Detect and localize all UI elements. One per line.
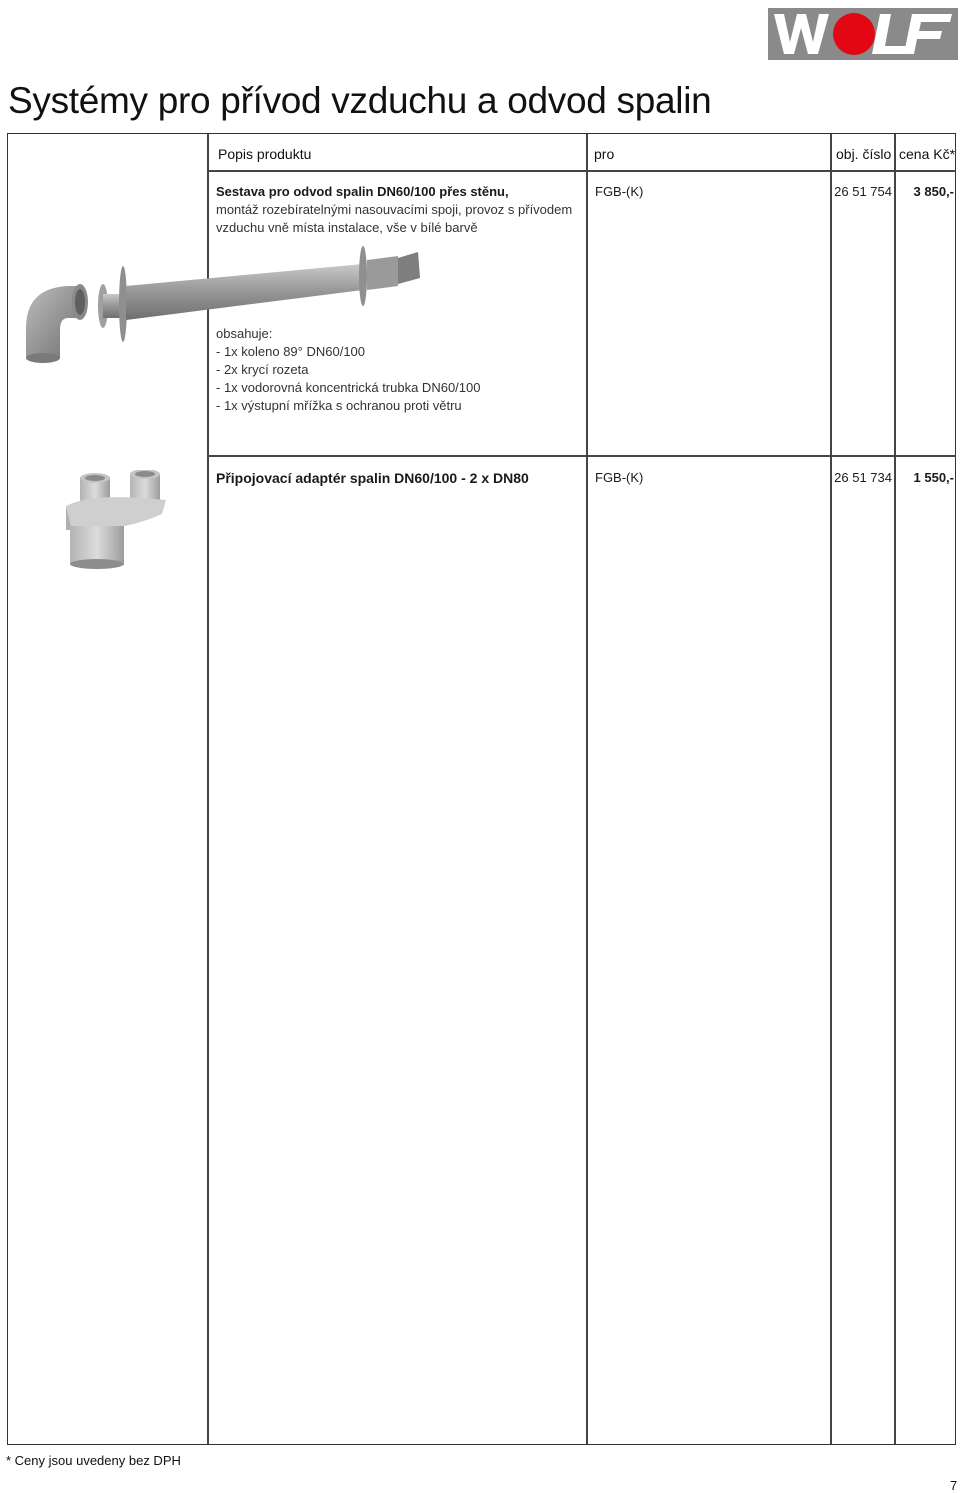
header-price: cena Kč* [899,146,956,162]
product-title: Sestava pro odvod spalin DN60/100 přes stěnu, [216,184,509,199]
row-divider [207,455,956,457]
header-order-no: obj. číslo [836,146,892,162]
flue-adapter-image [62,470,170,570]
header-for: pro [594,146,615,162]
page-number: 7 [950,1478,958,1493]
column-divider [830,134,832,1444]
product-detail-line: vzduchu vně místa instalace, vše v bílé barvě [216,220,478,235]
product-order-no: 26 51 734 [834,470,892,485]
contents-list [216,325,480,415]
contents-item: - 2x krycí rozeta [216,362,309,377]
product-price: 3 850,- [913,184,954,199]
header-divider [207,170,956,172]
column-divider [586,134,588,1444]
contents-item: - 1x výstupní mřížka s ochranou proti větru [216,398,462,413]
wolf-logo [768,8,958,60]
product-detail-line: montáž rozebíratelnými nasouvacími spoji, provoz s přívodem [216,202,573,217]
product-price: 1 550,- [913,470,954,485]
column-divider [894,134,896,1444]
product-description [216,469,529,487]
page-title: Systémy pro přívod vzduchu a odvod spalin [8,80,712,121]
product-title: Připojovací adaptér spalin DN60/100 - 2 x DN80 [216,470,529,486]
product-order-no: 26 51 754 [834,184,892,199]
product-for: FGB-(K) [595,470,644,485]
contents-item: - 1x vodorovná koncentrická trubka DN60/100 [216,380,481,395]
contents-item: - 1x koleno 89° DN60/100 [216,344,366,359]
header-description: Popis produktu [218,146,312,162]
contents-label: obsahuje: [216,326,273,341]
product-for: FGB-(K) [595,184,644,199]
price-footnote: * Ceny jsou uvedeny bez DPH [6,1453,181,1468]
product-description [216,183,572,237]
